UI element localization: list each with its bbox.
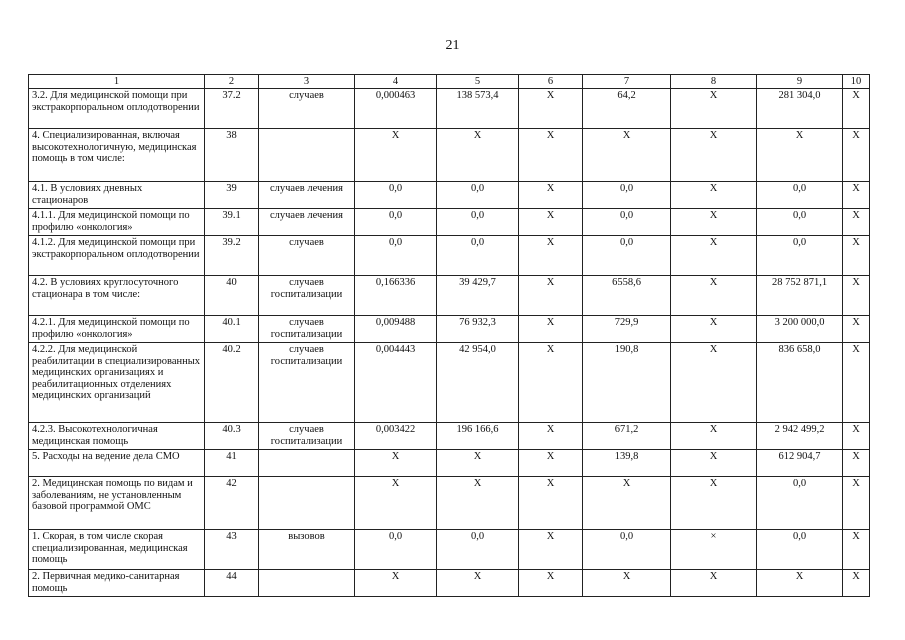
table-cell-col-6: X: [519, 129, 583, 182]
table-cell-col-4: 0,009488: [355, 316, 437, 343]
table-cell-col-4: 0,0: [355, 209, 437, 236]
column-header-9: 9: [757, 75, 843, 89]
table-row: [29, 182, 870, 209]
table-cell-col-8: X: [671, 450, 757, 477]
table-cell-col-5: X: [437, 477, 519, 530]
table-cell-col-6: X: [519, 423, 583, 450]
table-cell-col-4: 0,004443: [355, 343, 437, 423]
table-cell-col-1: 4.2. В условиях круглосуточного стационара в том числе:: [29, 276, 205, 316]
table-cell-col-1: 1. Скорая, в том числе скорая специализированная, медицинская помощь: [29, 530, 205, 570]
table-row: [29, 276, 870, 316]
table-cell-col-9: 612 904,7: [757, 450, 843, 477]
table-cell-col-6: X: [519, 236, 583, 276]
column-header-4: 4: [355, 75, 437, 89]
table-cell-col-3: вызовов: [259, 530, 355, 570]
table-cell-col-10: X: [843, 276, 870, 316]
table-cell-col-5: 0,0: [437, 182, 519, 209]
table-cell-col-3: случаев госпитализации: [259, 316, 355, 343]
table-cell-col-2: 38: [205, 129, 259, 182]
page-number: 21: [445, 38, 460, 53]
table-cell-col-10: X: [843, 477, 870, 530]
table-cell-col-8: X: [671, 570, 757, 597]
table-cell-col-3: [259, 570, 355, 597]
table-cell-col-10: X: [843, 129, 870, 182]
column-header-5: 5: [437, 75, 519, 89]
table-cell-col-4: 0,166336: [355, 276, 437, 316]
table-row: [29, 236, 870, 276]
table-cell-col-3: случаев лечения: [259, 209, 355, 236]
table-cell-col-2: 39.1: [205, 209, 259, 236]
table-cell-col-6: X: [519, 209, 583, 236]
table-row: [29, 570, 870, 597]
table-header: [29, 75, 870, 89]
table-cell-col-4: 0,0: [355, 182, 437, 209]
table-cell-col-2: 40.1: [205, 316, 259, 343]
table-cell-col-4: 0,0: [355, 236, 437, 276]
table-cell-col-8: X: [671, 236, 757, 276]
table-row: [29, 89, 870, 129]
table-cell-col-9: 836 658,0: [757, 343, 843, 423]
table-cell-col-10: X: [843, 570, 870, 597]
table-cell-col-1: 5. Расходы на ведение дела СМО: [29, 450, 205, 477]
table-cell-col-1: 2. Медицинская помощь по видам и заболеваниям, не установленным базовой программой ОМС: [29, 477, 205, 530]
table-cell-col-7: 0,0: [583, 209, 671, 236]
table-cell-col-9: X: [757, 129, 843, 182]
table-cell-col-10: X: [843, 450, 870, 477]
table-row: [29, 477, 870, 530]
table-cell-col-9: 2 942 499,2: [757, 423, 843, 450]
table-cell-col-6: X: [519, 530, 583, 570]
table-cell-col-7: 729,9: [583, 316, 671, 343]
table-cell-col-9: X: [757, 570, 843, 597]
table-cell-col-4: X: [355, 570, 437, 597]
table-cell-col-3: случаев лечения: [259, 182, 355, 209]
table-cell-col-6: X: [519, 477, 583, 530]
table-cell-col-5: 76 932,3: [437, 316, 519, 343]
table-cell-col-5: X: [437, 450, 519, 477]
table-cell-col-7: 0,0: [583, 530, 671, 570]
table-cell-col-8: X: [671, 276, 757, 316]
table-cell-col-10: X: [843, 182, 870, 209]
table-cell-col-7: 0,0: [583, 236, 671, 276]
table-cell-col-1: 4.1. В условиях дневных стационаров: [29, 182, 205, 209]
table-cell-col-7: X: [583, 129, 671, 182]
table-cell-col-10: X: [843, 89, 870, 129]
table-cell-col-7: 6558,6: [583, 276, 671, 316]
table-row: [29, 343, 870, 423]
table-cell-col-10: X: [843, 530, 870, 570]
table-cell-col-4: 0,000463: [355, 89, 437, 129]
table-cell-col-3: случаев: [259, 89, 355, 129]
table-cell-col-1: 4.2.3. Высокотехнологичная медицинская помощь: [29, 423, 205, 450]
table-cell-col-4: 0,0: [355, 530, 437, 570]
column-header-3: 3: [259, 75, 355, 89]
table-cell-col-8: X: [671, 89, 757, 129]
table-cell-col-9: 0,0: [757, 530, 843, 570]
table-cell-col-7: 671,2: [583, 423, 671, 450]
table-cell-col-2: 43: [205, 530, 259, 570]
table-cell-col-8: ×: [671, 530, 757, 570]
table-cell-col-1: 4.1.1. Для медицинской помощи по профилю «онкология»: [29, 209, 205, 236]
table-cell-col-8: X: [671, 477, 757, 530]
table-cell-col-1: 4.2.2. Для медицинской реабилитации в специализированных медицинских организациях и реабилитационных отделениях медицинских организаций: [29, 343, 205, 423]
table-cell-col-2: 40.3: [205, 423, 259, 450]
table-cell-col-7: 0,0: [583, 182, 671, 209]
table-cell-col-1: 4. Специализированная, включая высокотехнологичную, медицинская помощь в том числе:: [29, 129, 205, 182]
table-cell-col-9: 0,0: [757, 182, 843, 209]
table-cell-col-5: X: [437, 570, 519, 597]
table-cell-col-7: 139,8: [583, 450, 671, 477]
table-cell-col-10: X: [843, 423, 870, 450]
table-cell-col-5: 0,0: [437, 236, 519, 276]
table-cell-col-2: 40.2: [205, 343, 259, 423]
table-cell-col-6: X: [519, 450, 583, 477]
table-cell-col-9: 0,0: [757, 477, 843, 530]
table-cell-col-7: X: [583, 477, 671, 530]
table-cell-col-10: X: [843, 236, 870, 276]
table-cell-col-5: 138 573,4: [437, 89, 519, 129]
table-cell-col-1: 4.1.2. Для медицинской помощи при экстракорпоральном оплодотворении: [29, 236, 205, 276]
data-table: [28, 74, 870, 597]
table-cell-col-4: X: [355, 477, 437, 530]
table-cell-col-10: X: [843, 209, 870, 236]
table-cell-col-2: 39.2: [205, 236, 259, 276]
table-row: [29, 530, 870, 570]
table-cell-col-6: X: [519, 343, 583, 423]
table-cell-col-2: 40: [205, 276, 259, 316]
table-cell-col-4: 0,003422: [355, 423, 437, 450]
table-cell-col-6: X: [519, 570, 583, 597]
table-cell-col-3: случаев: [259, 236, 355, 276]
table-cell-col-9: 0,0: [757, 236, 843, 276]
table-cell-col-7: 190,8: [583, 343, 671, 423]
table-cell-col-5: 42 954,0: [437, 343, 519, 423]
table-cell-col-2: 39: [205, 182, 259, 209]
table-cell-col-9: 28 752 871,1: [757, 276, 843, 316]
column-header-8: 8: [671, 75, 757, 89]
table-cell-col-7: X: [583, 570, 671, 597]
table-cell-col-3: случаев госпитализации: [259, 276, 355, 316]
table-cell-col-5: 39 429,7: [437, 276, 519, 316]
table-row: [29, 450, 870, 477]
table-cell-col-6: X: [519, 276, 583, 316]
table-cell-col-3: [259, 129, 355, 182]
table-cell-col-9: 281 304,0: [757, 89, 843, 129]
table-row: [29, 209, 870, 236]
table-cell-col-8: X: [671, 343, 757, 423]
table-cell-col-5: X: [437, 129, 519, 182]
column-header-6: 6: [519, 75, 583, 89]
table-cell-col-1: 2. Первичная медико-санитарная помощь: [29, 570, 205, 597]
column-header-7: 7: [583, 75, 671, 89]
table-cell-col-6: X: [519, 182, 583, 209]
table-cell-col-9: 3 200 000,0: [757, 316, 843, 343]
column-header-1: 1: [29, 75, 205, 89]
table-cell-col-10: X: [843, 343, 870, 423]
table-cell-col-3: [259, 450, 355, 477]
table-cell-col-8: X: [671, 316, 757, 343]
table-cell-col-4: X: [355, 450, 437, 477]
table-cell-col-5: 0,0: [437, 209, 519, 236]
table-cell-col-2: 44: [205, 570, 259, 597]
table-cell-col-8: X: [671, 129, 757, 182]
table-row: [29, 129, 870, 182]
table-cell-col-1: 3.2. Для медицинской помощи при экстракорпоральном оплодотворении: [29, 89, 205, 129]
table-cell-col-5: 196 166,6: [437, 423, 519, 450]
table-cell-col-3: случаев госпитализации: [259, 343, 355, 423]
table-cell-col-5: 0,0: [437, 530, 519, 570]
table-cell-col-1: 4.2.1. Для медицинской помощи по профилю «онкология»: [29, 316, 205, 343]
table-cell-col-8: X: [671, 209, 757, 236]
table-cell-col-7: 64,2: [583, 89, 671, 129]
column-header-10: 10: [843, 75, 870, 89]
table-cell-col-2: 37.2: [205, 89, 259, 129]
table-cell-col-4: X: [355, 129, 437, 182]
header-row: [29, 75, 870, 89]
table-cell-col-3: случаев госпитализации: [259, 423, 355, 450]
table-cell-col-9: 0,0: [757, 209, 843, 236]
table-cell-col-6: X: [519, 316, 583, 343]
table-cell-col-3: [259, 477, 355, 530]
table-cell-col-6: X: [519, 89, 583, 129]
column-header-2: 2: [205, 75, 259, 89]
table-cell-col-8: X: [671, 423, 757, 450]
table-body: [29, 89, 870, 597]
table-cell-col-10: X: [843, 316, 870, 343]
table-cell-col-8: X: [671, 182, 757, 209]
table-cell-col-2: 42: [205, 477, 259, 530]
table-row: [29, 423, 870, 450]
table-cell-col-2: 41: [205, 450, 259, 477]
table-row: [29, 316, 870, 343]
